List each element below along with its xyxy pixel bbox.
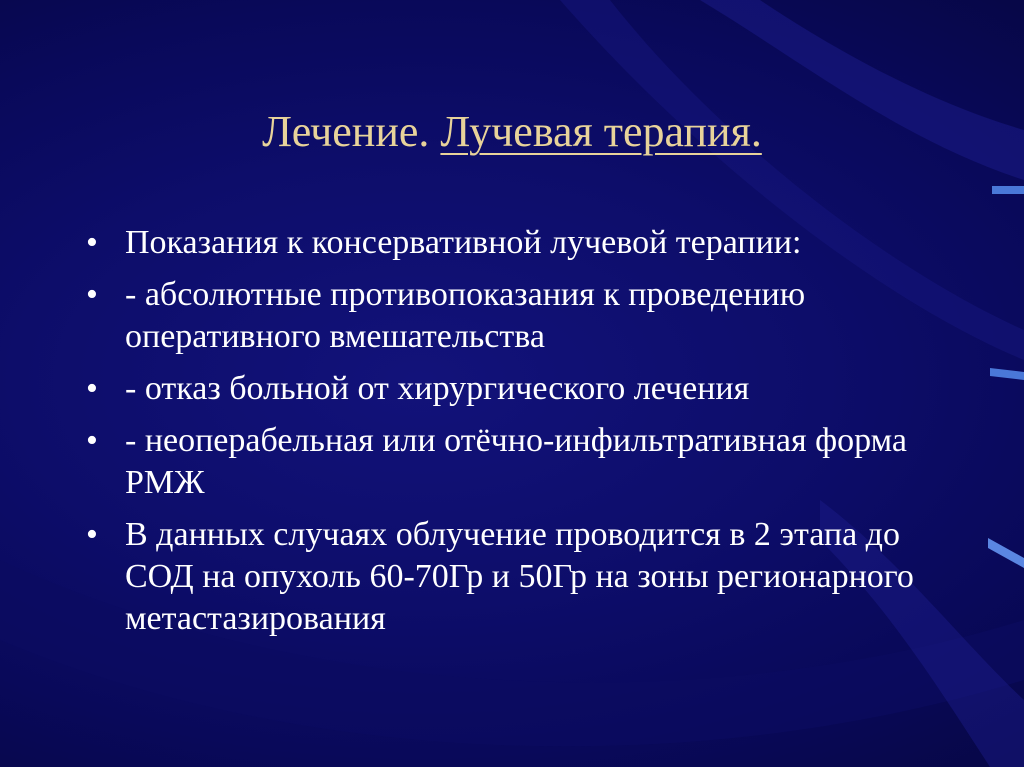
bullet-marker: •: [86, 276, 98, 313]
bullet-text: - неоперабельная или отёчно-инфильтративная форма РМЖ: [125, 422, 907, 501]
bullet-marker: •: [86, 224, 98, 261]
accent-mark-3: [988, 538, 1024, 568]
accent-mark-2: [990, 368, 1024, 380]
slide-title: [0, 104, 1024, 160]
bullet-text: - отказ больной от хирургического лечения: [125, 370, 750, 407]
bullet-marker: •: [86, 516, 98, 553]
bullet-item: [86, 514, 966, 640]
bullet-marker: •: [86, 422, 98, 459]
bullet-item: [86, 222, 966, 264]
slide-title-link[interactable]: Лучевая терапия.: [440, 107, 762, 156]
bullet-item: [86, 368, 966, 410]
slide-title-text: Лечение.: [262, 107, 441, 156]
bullet-item: [86, 274, 966, 358]
bullet-text: - абсолютные противопоказания к проведению оперативного вмешательства: [125, 276, 806, 355]
accent-mark-1: [992, 186, 1024, 194]
bullet-text: Показания к консервативной лучевой терапии:: [125, 224, 802, 261]
bullet-item: [86, 420, 966, 504]
bullet-marker: •: [86, 370, 98, 407]
bullet-list: [86, 222, 966, 650]
bullet-text: В данных случаях облучение проводится в 2 этапа до СОД на опухоль 60-70Гр и 50Гр на зоны регионарного метастазирования: [125, 516, 914, 637]
